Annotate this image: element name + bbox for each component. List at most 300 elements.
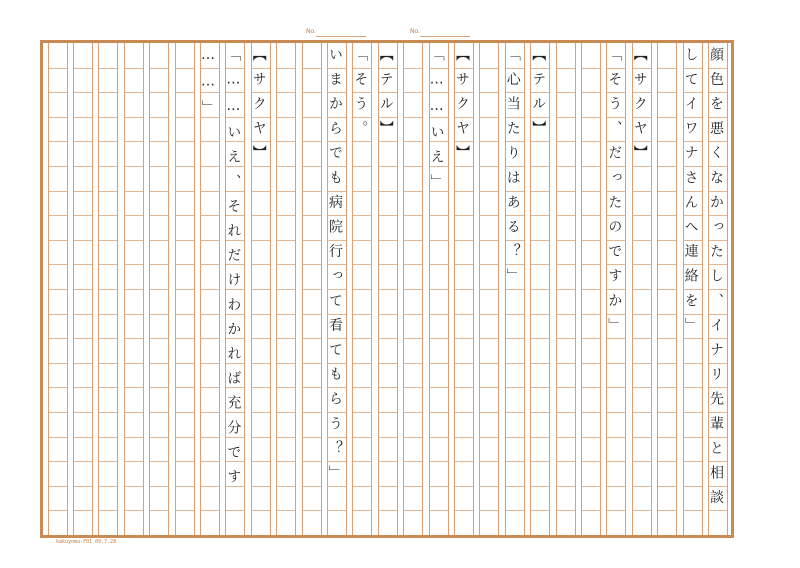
- number-underline-1: [316, 36, 366, 37]
- cell-rule: [277, 141, 295, 142]
- cell-rule: [480, 68, 498, 69]
- cell-rule: [74, 166, 92, 167]
- cell-rule: [684, 363, 702, 364]
- column-text: 【サクヤ】: [250, 47, 267, 170]
- cell-rule: [49, 314, 67, 315]
- cell-rule: [277, 461, 295, 462]
- cell-rule: [404, 264, 422, 265]
- cell-rule: [404, 387, 422, 388]
- cell-rule: [455, 240, 473, 241]
- cell-rule: [506, 363, 524, 364]
- cell-rule: [557, 363, 575, 364]
- cell-rule: [633, 314, 651, 315]
- cell-rule: [480, 240, 498, 241]
- cell-rule: [480, 166, 498, 167]
- cell-rule: [582, 264, 600, 265]
- cell-rule: [125, 461, 143, 462]
- cell-rule: [531, 387, 549, 388]
- cell-rule: [379, 387, 397, 388]
- cell-rule: [49, 166, 67, 167]
- manuscript-column: [556, 43, 576, 535]
- manuscript-column: [200, 43, 220, 535]
- column-text: 「……いえ」: [428, 47, 445, 199]
- cell-rule: [49, 338, 67, 339]
- cell-rule: [49, 264, 67, 265]
- cell-rule: [252, 215, 270, 216]
- cell-rule: [404, 338, 422, 339]
- cell-rule: [379, 215, 397, 216]
- cell-rule: [150, 166, 168, 167]
- manuscript-column: [708, 43, 728, 535]
- page-header: [0, 0, 800, 40]
- cell-rule: [74, 412, 92, 413]
- cell-rule: [99, 92, 117, 93]
- cell-rule: [455, 461, 473, 462]
- cell-rule: [74, 264, 92, 265]
- cell-rule: [277, 240, 295, 241]
- cell-rule: [430, 264, 448, 265]
- cell-rule: [303, 141, 321, 142]
- cell-rule: [99, 166, 117, 167]
- cell-rule: [658, 191, 676, 192]
- cell-rule: [125, 314, 143, 315]
- cell-rule: [277, 264, 295, 265]
- number-label-2: No.: [410, 28, 420, 35]
- cell-rule: [49, 240, 67, 241]
- cell-rule: [404, 510, 422, 511]
- cell-rule: [99, 289, 117, 290]
- cell-rule: [557, 486, 575, 487]
- cell-rule: [633, 412, 651, 413]
- cell-rule: [252, 510, 270, 511]
- cell-rule: [150, 412, 168, 413]
- cell-rule: [277, 437, 295, 438]
- cell-rule: [353, 461, 371, 462]
- manuscript-column: [479, 43, 499, 535]
- cell-rule: [658, 510, 676, 511]
- cell-rule: [99, 191, 117, 192]
- cell-rule: [582, 240, 600, 241]
- cell-rule: [125, 166, 143, 167]
- manuscript-column: [251, 43, 271, 535]
- cell-rule: [455, 314, 473, 315]
- cell-rule: [430, 412, 448, 413]
- cell-rule: [404, 166, 422, 167]
- cell-rule: [328, 510, 346, 511]
- cell-rule: [582, 141, 600, 142]
- cell-rule: [125, 510, 143, 511]
- cell-rule: [99, 215, 117, 216]
- cell-rule: [455, 387, 473, 388]
- cell-rule: [404, 240, 422, 241]
- cell-rule: [531, 191, 549, 192]
- cell-rule: [201, 166, 219, 167]
- cell-rule: [176, 166, 194, 167]
- cell-rule: [125, 387, 143, 388]
- manuscript-column: [276, 43, 296, 535]
- cell-rule: [506, 314, 524, 315]
- cell-rule: [455, 215, 473, 216]
- manuscript-column: [581, 43, 601, 535]
- cell-rule: [176, 215, 194, 216]
- cell-rule: [658, 240, 676, 241]
- cell-rule: [49, 437, 67, 438]
- cell-rule: [404, 215, 422, 216]
- cell-rule: [277, 412, 295, 413]
- manuscript-column: [429, 43, 449, 535]
- cell-rule: [74, 117, 92, 118]
- cell-rule: [633, 387, 651, 388]
- cell-rule: [150, 437, 168, 438]
- cell-rule: [557, 289, 575, 290]
- cell-rule: [99, 338, 117, 339]
- cell-rule: [531, 289, 549, 290]
- manuscript-column: [505, 43, 525, 535]
- cell-rule: [480, 117, 498, 118]
- cell-rule: [303, 338, 321, 339]
- cell-rule: [658, 68, 676, 69]
- cell-rule: [684, 412, 702, 413]
- cell-rule: [201, 387, 219, 388]
- cell-rule: [379, 314, 397, 315]
- cell-rule: [480, 191, 498, 192]
- cell-rule: [430, 338, 448, 339]
- manuscript-column: [225, 43, 245, 535]
- cell-rule: [404, 486, 422, 487]
- manuscript-column: [606, 43, 626, 535]
- cell-rule: [557, 117, 575, 118]
- cell-rule: [277, 510, 295, 511]
- cell-rule: [582, 191, 600, 192]
- cell-rule: [633, 264, 651, 265]
- cell-rule: [150, 289, 168, 290]
- column-text: 【テル】: [377, 47, 394, 146]
- cell-rule: [684, 510, 702, 511]
- cell-rule: [557, 510, 575, 511]
- cell-rule: [49, 191, 67, 192]
- cell-rule: [176, 68, 194, 69]
- cell-rule: [658, 314, 676, 315]
- cell-rule: [176, 289, 194, 290]
- cell-rule: [74, 510, 92, 511]
- cell-rule: [303, 363, 321, 364]
- cell-rule: [531, 215, 549, 216]
- cell-rule: [430, 387, 448, 388]
- cell-rule: [201, 191, 219, 192]
- cell-rule: [150, 461, 168, 462]
- cell-rule: [480, 461, 498, 462]
- cell-rule: [353, 486, 371, 487]
- cell-rule: [658, 461, 676, 462]
- cell-rule: [201, 289, 219, 290]
- cell-rule: [506, 510, 524, 511]
- manuscript-column: [403, 43, 423, 535]
- cell-rule: [277, 166, 295, 167]
- cell-rule: [99, 412, 117, 413]
- cell-rule: [658, 215, 676, 216]
- cell-rule: [353, 215, 371, 216]
- cell-rule: [480, 215, 498, 216]
- cell-rule: [480, 387, 498, 388]
- cell-rule: [125, 191, 143, 192]
- cell-rule: [684, 437, 702, 438]
- cell-rule: [379, 166, 397, 167]
- cell-rule: [455, 289, 473, 290]
- cell-rule: [49, 68, 67, 69]
- cell-rule: [74, 289, 92, 290]
- cell-rule: [125, 412, 143, 413]
- cell-rule: [277, 117, 295, 118]
- cell-rule: [658, 264, 676, 265]
- cell-rule: [506, 486, 524, 487]
- cell-rule: [531, 264, 549, 265]
- cell-rule: [176, 412, 194, 413]
- number-underline-2: [420, 36, 470, 37]
- cell-rule: [607, 510, 625, 511]
- cell-rule: [277, 314, 295, 315]
- cell-rule: [277, 215, 295, 216]
- cell-rule: [201, 486, 219, 487]
- column-text: 「心当たりはある？」: [504, 47, 521, 293]
- cell-rule: [99, 510, 117, 511]
- cell-rule: [658, 289, 676, 290]
- cell-rule: [557, 412, 575, 413]
- cell-rule: [404, 461, 422, 462]
- cell-rule: [150, 141, 168, 142]
- cell-rule: [74, 314, 92, 315]
- cell-rule: [150, 68, 168, 69]
- cell-rule: [404, 68, 422, 69]
- cell-rule: [74, 92, 92, 93]
- cell-rule: [582, 117, 600, 118]
- cell-rule: [252, 338, 270, 339]
- cell-rule: [353, 240, 371, 241]
- cell-rule: [176, 338, 194, 339]
- cell-rule: [480, 338, 498, 339]
- manuscript-column: [530, 43, 550, 535]
- cell-rule: [74, 338, 92, 339]
- cell-rule: [150, 387, 168, 388]
- cell-rule: [506, 461, 524, 462]
- cell-rule: [150, 363, 168, 364]
- cell-rule: [404, 92, 422, 93]
- cell-rule: [49, 363, 67, 364]
- cell-rule: [404, 314, 422, 315]
- column-text: 【サクヤ】: [631, 47, 648, 170]
- cell-rule: [582, 387, 600, 388]
- cell-rule: [252, 264, 270, 265]
- cell-rule: [404, 437, 422, 438]
- cell-rule: [430, 437, 448, 438]
- cell-rule: [49, 510, 67, 511]
- cell-rule: [582, 68, 600, 69]
- cell-rule: [125, 68, 143, 69]
- cell-rule: [607, 437, 625, 438]
- cell-rule: [252, 314, 270, 315]
- cell-rule: [658, 141, 676, 142]
- cell-rule: [201, 314, 219, 315]
- manuscript-column: [124, 43, 144, 535]
- cell-rule: [201, 437, 219, 438]
- cell-rule: [303, 289, 321, 290]
- cell-rule: [353, 387, 371, 388]
- cell-rule: [252, 486, 270, 487]
- cell-rule: [531, 338, 549, 339]
- cell-rule: [582, 412, 600, 413]
- column-text: 顔色を悪くなかったし、イナリ先輩と相談: [708, 47, 724, 515]
- cell-rule: [303, 240, 321, 241]
- cell-rule: [74, 141, 92, 142]
- cell-rule: [379, 240, 397, 241]
- manuscript-sheet: [40, 40, 734, 538]
- cell-rule: [531, 412, 549, 413]
- cell-rule: [74, 363, 92, 364]
- cell-rule: [430, 486, 448, 487]
- cell-rule: [176, 510, 194, 511]
- cell-rule: [201, 461, 219, 462]
- cell-rule: [430, 240, 448, 241]
- cell-rule: [658, 338, 676, 339]
- cell-rule: [607, 486, 625, 487]
- cell-rule: [582, 289, 600, 290]
- cell-rule: [379, 412, 397, 413]
- cell-rule: [49, 215, 67, 216]
- cell-rule: [74, 437, 92, 438]
- cell-rule: [125, 141, 143, 142]
- cell-rule: [150, 92, 168, 93]
- cell-rule: [455, 510, 473, 511]
- cell-rule: [480, 314, 498, 315]
- cell-rule: [506, 412, 524, 413]
- column-text: 「そう。: [352, 47, 369, 146]
- cell-rule: [125, 437, 143, 438]
- cell-rule: [252, 240, 270, 241]
- cell-rule: [277, 68, 295, 69]
- cell-rule: [379, 338, 397, 339]
- cell-rule: [303, 215, 321, 216]
- cell-rule: [49, 461, 67, 462]
- cell-rule: [506, 387, 524, 388]
- cell-rule: [455, 338, 473, 339]
- cell-rule: [531, 166, 549, 167]
- cell-rule: [480, 412, 498, 413]
- cell-rule: [277, 191, 295, 192]
- manuscript-column: [632, 43, 652, 535]
- cell-rule: [582, 314, 600, 315]
- cell-rule: [557, 461, 575, 462]
- column-text: してイワナさんへ連絡を」: [682, 47, 699, 343]
- cell-rule: [125, 240, 143, 241]
- cell-rule: [531, 363, 549, 364]
- cell-rule: [49, 141, 67, 142]
- cell-rule: [201, 240, 219, 241]
- cell-rule: [74, 461, 92, 462]
- cell-rule: [99, 437, 117, 438]
- cell-rule: [353, 363, 371, 364]
- cell-rule: [303, 412, 321, 413]
- cell-rule: [480, 141, 498, 142]
- cell-rule: [582, 363, 600, 364]
- cell-rule: [557, 437, 575, 438]
- cell-rule: [353, 289, 371, 290]
- genkou-grid: [43, 43, 731, 535]
- cell-rule: [353, 437, 371, 438]
- cell-rule: [125, 363, 143, 364]
- cell-rule: [633, 289, 651, 290]
- cell-rule: [404, 289, 422, 290]
- cell-rule: [201, 510, 219, 511]
- cell-rule: [125, 486, 143, 487]
- cell-rule: [658, 387, 676, 388]
- cell-rule: [49, 387, 67, 388]
- cell-rule: [49, 412, 67, 413]
- cell-rule: [455, 191, 473, 192]
- cell-rule: [633, 363, 651, 364]
- cell-rule: [455, 486, 473, 487]
- cell-rule: [633, 510, 651, 511]
- cell-rule: [531, 314, 549, 315]
- cell-rule: [303, 510, 321, 511]
- cell-rule: [557, 92, 575, 93]
- cell-rule: [303, 191, 321, 192]
- cell-rule: [353, 510, 371, 511]
- cell-rule: [455, 363, 473, 364]
- cell-rule: [658, 117, 676, 118]
- cell-rule: [404, 117, 422, 118]
- cell-rule: [633, 191, 651, 192]
- cell-rule: [150, 314, 168, 315]
- cell-rule: [480, 264, 498, 265]
- cell-rule: [557, 215, 575, 216]
- cell-rule: [607, 387, 625, 388]
- cell-rule: [303, 117, 321, 118]
- cell-rule: [480, 510, 498, 511]
- cell-rule: [582, 437, 600, 438]
- footer-code: kakuyomu-F01 09.7.28: [56, 539, 117, 545]
- cell-rule: [353, 264, 371, 265]
- cell-rule: [252, 437, 270, 438]
- cell-rule: [430, 510, 448, 511]
- cell-rule: [582, 461, 600, 462]
- cell-rule: [125, 338, 143, 339]
- cell-rule: [201, 264, 219, 265]
- cell-rule: [252, 191, 270, 192]
- manuscript-column: [98, 43, 118, 535]
- manuscript-column: [302, 43, 322, 535]
- cell-rule: [303, 68, 321, 69]
- cell-rule: [404, 191, 422, 192]
- cell-rule: [150, 510, 168, 511]
- cell-rule: [277, 338, 295, 339]
- cell-rule: [277, 486, 295, 487]
- cell-rule: [531, 437, 549, 438]
- cell-rule: [379, 461, 397, 462]
- cell-rule: [49, 486, 67, 487]
- manuscript-column: [378, 43, 398, 535]
- cell-rule: [125, 215, 143, 216]
- cell-rule: [557, 166, 575, 167]
- cell-rule: [252, 289, 270, 290]
- cell-rule: [150, 191, 168, 192]
- manuscript-column: [175, 43, 195, 535]
- cell-rule: [557, 141, 575, 142]
- cell-rule: [633, 486, 651, 487]
- cell-rule: [252, 363, 270, 364]
- cell-rule: [582, 486, 600, 487]
- cell-rule: [303, 387, 321, 388]
- cell-rule: [303, 264, 321, 265]
- column-text: ……」: [200, 47, 216, 125]
